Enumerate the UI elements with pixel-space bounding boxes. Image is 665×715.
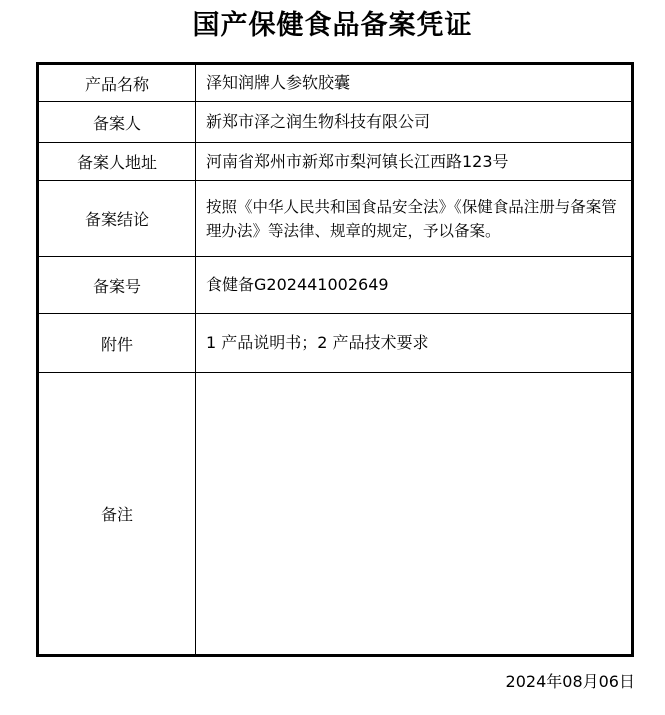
issue-date: 2024年08月06日 (505, 672, 635, 691)
table-row-filer (39, 102, 631, 143)
row-label-remarks: 备注 (39, 373, 196, 654)
document-title: 国产保健食品备案凭证 (192, 10, 473, 41)
row-value-filing-number: 食健备G202441002649 (206, 275, 389, 294)
row-label-filer-address: 备案人地址 (39, 143, 196, 180)
row-value-remarks (197, 373, 631, 654)
row-value-filer-address: 河南省郑州市新郑市梨河镇长江西路123号 (206, 151, 509, 171)
row-value-conclusion: 按照《中华人民共和国食品安全法》《保健食品注册与备案管理办法》等法律、规章的规定，予以备案。 (206, 197, 617, 240)
row-value-product-name: 泽知润牌人参软胶囊 (206, 73, 351, 92)
table-row-product-name (39, 65, 631, 102)
row-label-conclusion: 备案结论 (39, 181, 196, 256)
row-value-attachments: 1 产品说明书；2 产品技术要求 (206, 333, 429, 352)
row-label-filing-number: 备案号 (39, 257, 196, 313)
table-row-remarks (39, 373, 631, 654)
table-row-filer-address (39, 143, 631, 181)
row-label-attachments: 附件 (39, 314, 196, 372)
row-label-filer: 备案人 (39, 102, 196, 142)
table-row-conclusion (39, 181, 631, 257)
table-row-filing-number (39, 257, 631, 314)
row-value-filer: 新郑市泽之润生物科技有限公司 (206, 112, 431, 131)
table-row-attachments (39, 314, 631, 373)
row-label-product-name: 产品名称 (39, 65, 196, 101)
record-table (36, 62, 634, 657)
